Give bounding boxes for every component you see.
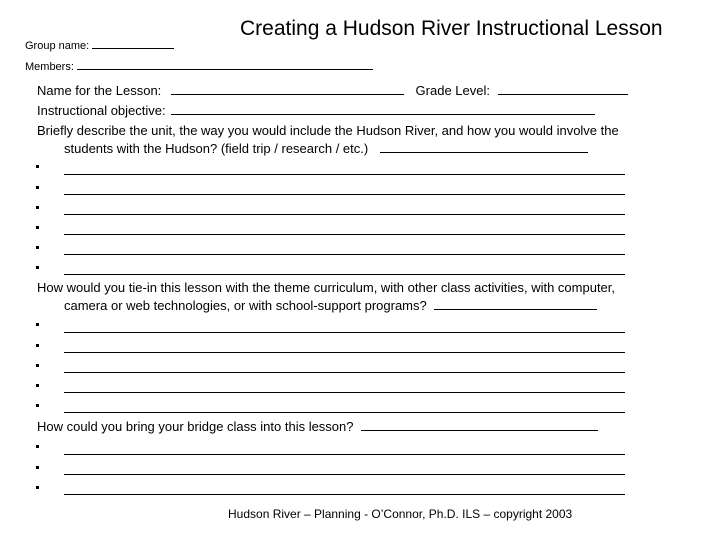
unit-answer-line-1[interactable] (64, 174, 625, 175)
tiein-question-line2 (64, 297, 597, 313)
tiein-answer-line-5[interactable] (64, 412, 625, 413)
group-name-label: Group name: (25, 40, 90, 52)
members-field (25, 57, 373, 73)
bridge-answer-line-3[interactable] (64, 494, 625, 495)
tiein-question-line1: How would you tie-in this lesson with the theme curriculum, with other class activities, with computer, (37, 280, 616, 295)
bullet-icon (36, 186, 39, 189)
objective-row (37, 102, 595, 118)
unit-question-line2 (64, 140, 588, 156)
unit-question-text: students with the Hudson? (field trip / research / etc.) (64, 141, 369, 156)
bridge-question-row (37, 418, 598, 434)
bullet-icon (36, 344, 39, 347)
tiein-question-blank[interactable] (434, 297, 597, 310)
unit-answer-line-2[interactable] (64, 194, 625, 195)
page-title: Creating a Hudson River Instructional Lesson (240, 17, 663, 40)
unit-answer-line-3[interactable] (64, 214, 625, 215)
bullet-icon (36, 266, 39, 269)
unit-answer-line-4[interactable] (64, 234, 625, 235)
bullet-icon (36, 486, 39, 489)
lesson-name-row (37, 82, 628, 98)
members-label: Members: (25, 61, 74, 73)
objective-blank[interactable] (171, 102, 595, 115)
bullet-icon (36, 165, 39, 168)
tiein-answer-line-2[interactable] (64, 352, 625, 353)
bridge-question-text: How could you bring your bridge class into this lesson? (37, 419, 354, 434)
lesson-name-blank[interactable] (171, 82, 404, 95)
bullet-icon (36, 445, 39, 448)
unit-question-blank[interactable] (380, 140, 588, 153)
tiein-answer-line-4[interactable] (64, 392, 625, 393)
bullet-icon (36, 364, 39, 367)
bullet-icon (36, 246, 39, 249)
bullet-icon (36, 226, 39, 229)
group-name-field (25, 36, 174, 52)
grade-level-label: Grade Level: (415, 83, 490, 98)
members-blank[interactable] (77, 57, 373, 70)
bullet-icon (36, 206, 39, 209)
group-name-blank[interactable] (92, 36, 174, 49)
bullet-icon (36, 466, 39, 469)
bullet-icon (36, 323, 39, 326)
unit-answer-line-5[interactable] (64, 254, 625, 255)
tiein-question-text: camera or web technologies, or with school-support programs? (64, 298, 427, 313)
unit-question-line1: Briefly describe the unit, the way you would include the Hudson River, and how you would involve the (37, 123, 619, 138)
bridge-answer-line-2[interactable] (64, 474, 625, 475)
grade-level-blank[interactable] (498, 82, 628, 95)
bridge-answer-line-1[interactable] (64, 454, 625, 455)
lesson-name-label: Name for the Lesson: (37, 83, 162, 98)
tiein-answer-line-3[interactable] (64, 372, 625, 373)
bullet-icon (36, 384, 39, 387)
unit-answer-line-6[interactable] (64, 274, 625, 275)
bridge-question-blank[interactable] (361, 418, 598, 431)
tiein-answer-line-1[interactable] (64, 332, 625, 333)
bullet-icon (36, 404, 39, 407)
objective-label: Instructional objective: (37, 103, 166, 118)
footer-credit: Hudson River – Planning - O’Connor, Ph.D. ILS – copyright 2003 (228, 507, 573, 521)
